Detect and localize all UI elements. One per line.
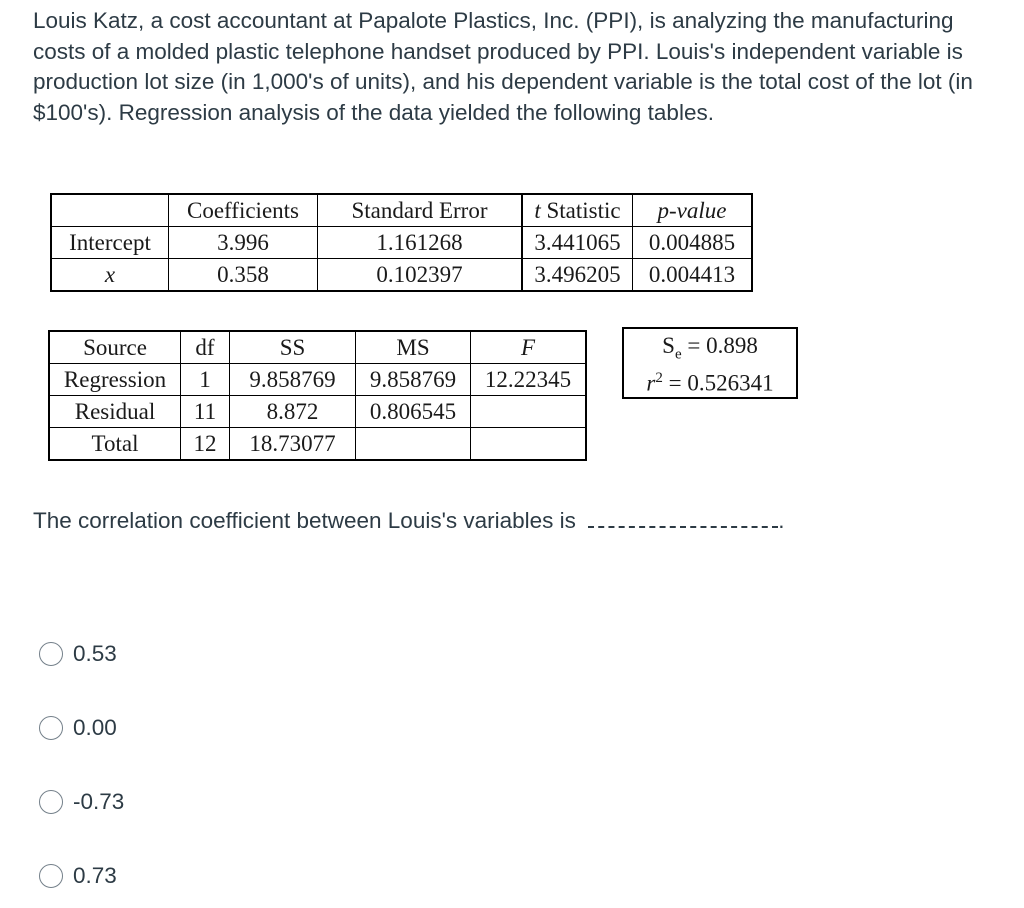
question-intro: Louis Katz, a cost accountant at Papalote Plastics, Inc. (PPI), is analyzing the manufacturing costs of a molded plastic telephone handset produced by PPI. Louis's independent variable is production lot size (in 1,000's of units), and his dependent variable is the total cost of the lot (in $100's). Regression analysis of the data yielded the following tables. [33,8,973,125]
standard-error-line [624,329,796,362]
table-cell: Residual [49,396,181,428]
option-label: 0.53 [73,641,117,666]
question-prompt [33,506,784,536]
table-cell: Regression [49,364,181,396]
anova-table [48,330,587,461]
table-cell: 0.806545 [356,396,471,428]
table-row [49,396,586,428]
se-value: = 0.898 [687,333,758,358]
table-header-cell: Source [49,331,181,364]
radio-button[interactable] [39,642,63,666]
table-cell: 9.858769 [356,364,471,396]
table-header-cell: Standard Error [318,194,523,227]
table-header-cell: p-value [633,194,753,227]
table-header-cell [522,194,633,227]
table-cell: 12 [181,428,230,461]
table-cell [471,396,587,428]
table-cell: Intercept [51,227,169,259]
table-cell [356,428,471,461]
option-label: 0.73 [73,863,117,888]
table-header-cell: MS [356,331,471,364]
fit-statistics-box [622,327,798,399]
table-cell: 3.996 [169,227,318,259]
coefficients-table [50,193,753,292]
r-symbol: r [646,370,656,396]
table-cell: 12.22345 [471,364,587,396]
t-letter: t [534,198,541,223]
radio-button[interactable] [39,716,63,740]
table-header-cell [51,194,169,227]
r-superscript: 2 [655,370,663,386]
table-row [49,428,586,461]
table-cell: 3.496205 [522,259,633,292]
r-squared-line [624,362,796,395]
question-period: . [778,508,785,533]
table-cell [471,428,587,461]
table-header-cell: F [471,331,587,364]
r2-value: = 0.526341 [668,370,774,396]
table-cell: 0.004885 [633,227,753,259]
se-symbol: S [662,333,675,358]
table-cell: 11 [181,396,230,428]
table-cell: 9.858769 [230,364,356,396]
table-row [51,227,752,259]
answer-option[interactable] [39,787,124,817]
se-subscript: e [674,346,682,363]
table-header-row [51,194,752,227]
answer-blank [588,508,778,528]
table-cell: 0.102397 [318,259,523,292]
table-header-cell: SS [230,331,356,364]
table-cell: x [51,259,169,292]
answer-option[interactable] [39,639,117,669]
option-label: 0.00 [73,715,117,740]
radio-button[interactable] [39,790,63,814]
table-row [51,259,752,292]
statistic-word: Statistic [540,198,621,223]
answer-option[interactable] [39,713,117,743]
table-header-cell: df [181,331,230,364]
table-cell: 1 [181,364,230,396]
table-cell: 3.441065 [522,227,633,259]
table-cell: 0.004413 [633,259,753,292]
option-label: -0.73 [73,789,125,814]
table-header-row [49,331,586,364]
radio-button[interactable] [39,864,63,888]
table-cell: 8.872 [230,396,356,428]
table-cell: 1.161268 [318,227,523,259]
table-header-cell: Coefficients [169,194,318,227]
table-cell: 0.358 [169,259,318,292]
question-text: The correlation coefficient between Louis's variables is [33,508,576,533]
table-row [49,364,586,396]
answer-option[interactable] [39,861,117,891]
table-cell: Total [49,428,181,461]
table-cell: 18.73077 [230,428,356,461]
